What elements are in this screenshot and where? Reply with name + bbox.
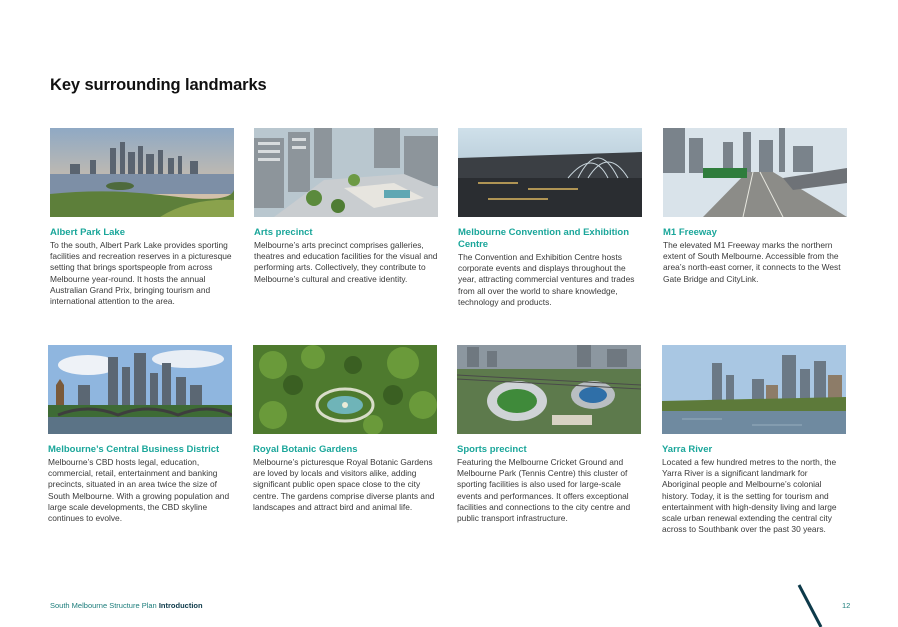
cbd-photo: [48, 345, 232, 434]
landmark-card-cbd: [48, 345, 232, 524]
card-body: Melbourne’s CBD hosts legal, education, commercial, retail, entertainment and banking precincts, situated in an area twice the size of South Melbourne. With a growing population and large scale developments, the CBD skyline continues to evolve.: [48, 457, 230, 524]
landmark-card-convention-centre: [458, 128, 642, 308]
card-body: Melbourne’s arts precinct comprises galleries, theatres and education facilities for the visual and performing arts. Collectively, they contribute to Melbourne’s cultural and creative identity.: [254, 240, 438, 284]
convention-centre-photo: [458, 128, 642, 217]
sports-precinct-photo: [457, 345, 641, 434]
footer-section: Introduction: [158, 601, 203, 610]
landmark-card-albert-park-lake: [50, 128, 234, 307]
card-title: M1 Freeway: [663, 227, 717, 238]
landmark-card-sports-precinct: [457, 345, 641, 524]
card-title: Melbourne’s Central Business District: [48, 444, 220, 455]
landmark-card-yarra-river: [662, 345, 846, 535]
card-body: The elevated M1 Freeway marks the northern extent of South Melbourne. Accessible from the area’s north-east corner, it connects to the West Gate Bridge and CityLink.: [663, 240, 841, 284]
landmark-card-arts-precinct: [254, 128, 438, 285]
decorative-slash: [795, 583, 829, 627]
card-body: The Convention and Exhibition Centre hosts corporate events and displays throughout the year, attracting commercial ventures and trades from all over the world to share knowledge, technology and products.: [458, 252, 635, 307]
page-number: 12: [842, 601, 851, 610]
botanic-gardens-photo: [253, 345, 437, 434]
page-title: Key surrounding landmarks: [50, 76, 267, 94]
landmark-card-m1-freeway: [663, 128, 847, 285]
card-title: Melbourne Convention and Exhibition Centre: [458, 227, 629, 250]
landmark-card-botanic-gardens: [253, 345, 437, 513]
card-title: Sports precinct: [457, 444, 527, 455]
yarra-river-photo: [662, 345, 846, 434]
m1-freeway-photo: [663, 128, 847, 217]
card-title: Arts precinct: [254, 227, 313, 238]
card-body: Melbourne’s picturesque Royal Botanic Gardens are loved by locals and visitors alike, adding significant public open space close to the city centre. The gardens comprise diverse plants and landscapes and attract bird and animal life.: [253, 457, 435, 512]
card-body: Located a few hundred metres to the north, the Yarra River is a significant landmark for Aboriginal people and Melbourne’s colonial history. Today, it is the setting for tourism and entertainment with high-density living and large scale urban renewal extending the central city across to Southbank over the past 30 years.: [662, 457, 837, 535]
footer-doc-title: [50, 601, 203, 610]
arts-precinct-photo: [254, 128, 438, 217]
albert-park-lake-photo: [50, 128, 234, 217]
card-body: Featuring the Melbourne Cricket Ground and Melbourne Park (Tennis Centre) this cluster of sporting facilities is also used for large-scale events and performances. It offers exceptional facilities and connections to the city centre and public transport infrastructure.: [457, 457, 631, 524]
card-body: To the south, Albert Park Lake provides sporting facilities and recreation reserves in a picturesque setting that brings sportspeople from across Melbourne year-round. It hosts the annual Australian Grand Prix, bringing tourism and international attention to the area.: [50, 240, 232, 307]
footer-doc-name: South Melbourne Structure Plan: [50, 601, 157, 610]
card-title: Royal Botanic Gardens: [253, 444, 358, 455]
card-title: Albert Park Lake: [50, 227, 125, 238]
card-title: Yarra River: [662, 444, 713, 455]
